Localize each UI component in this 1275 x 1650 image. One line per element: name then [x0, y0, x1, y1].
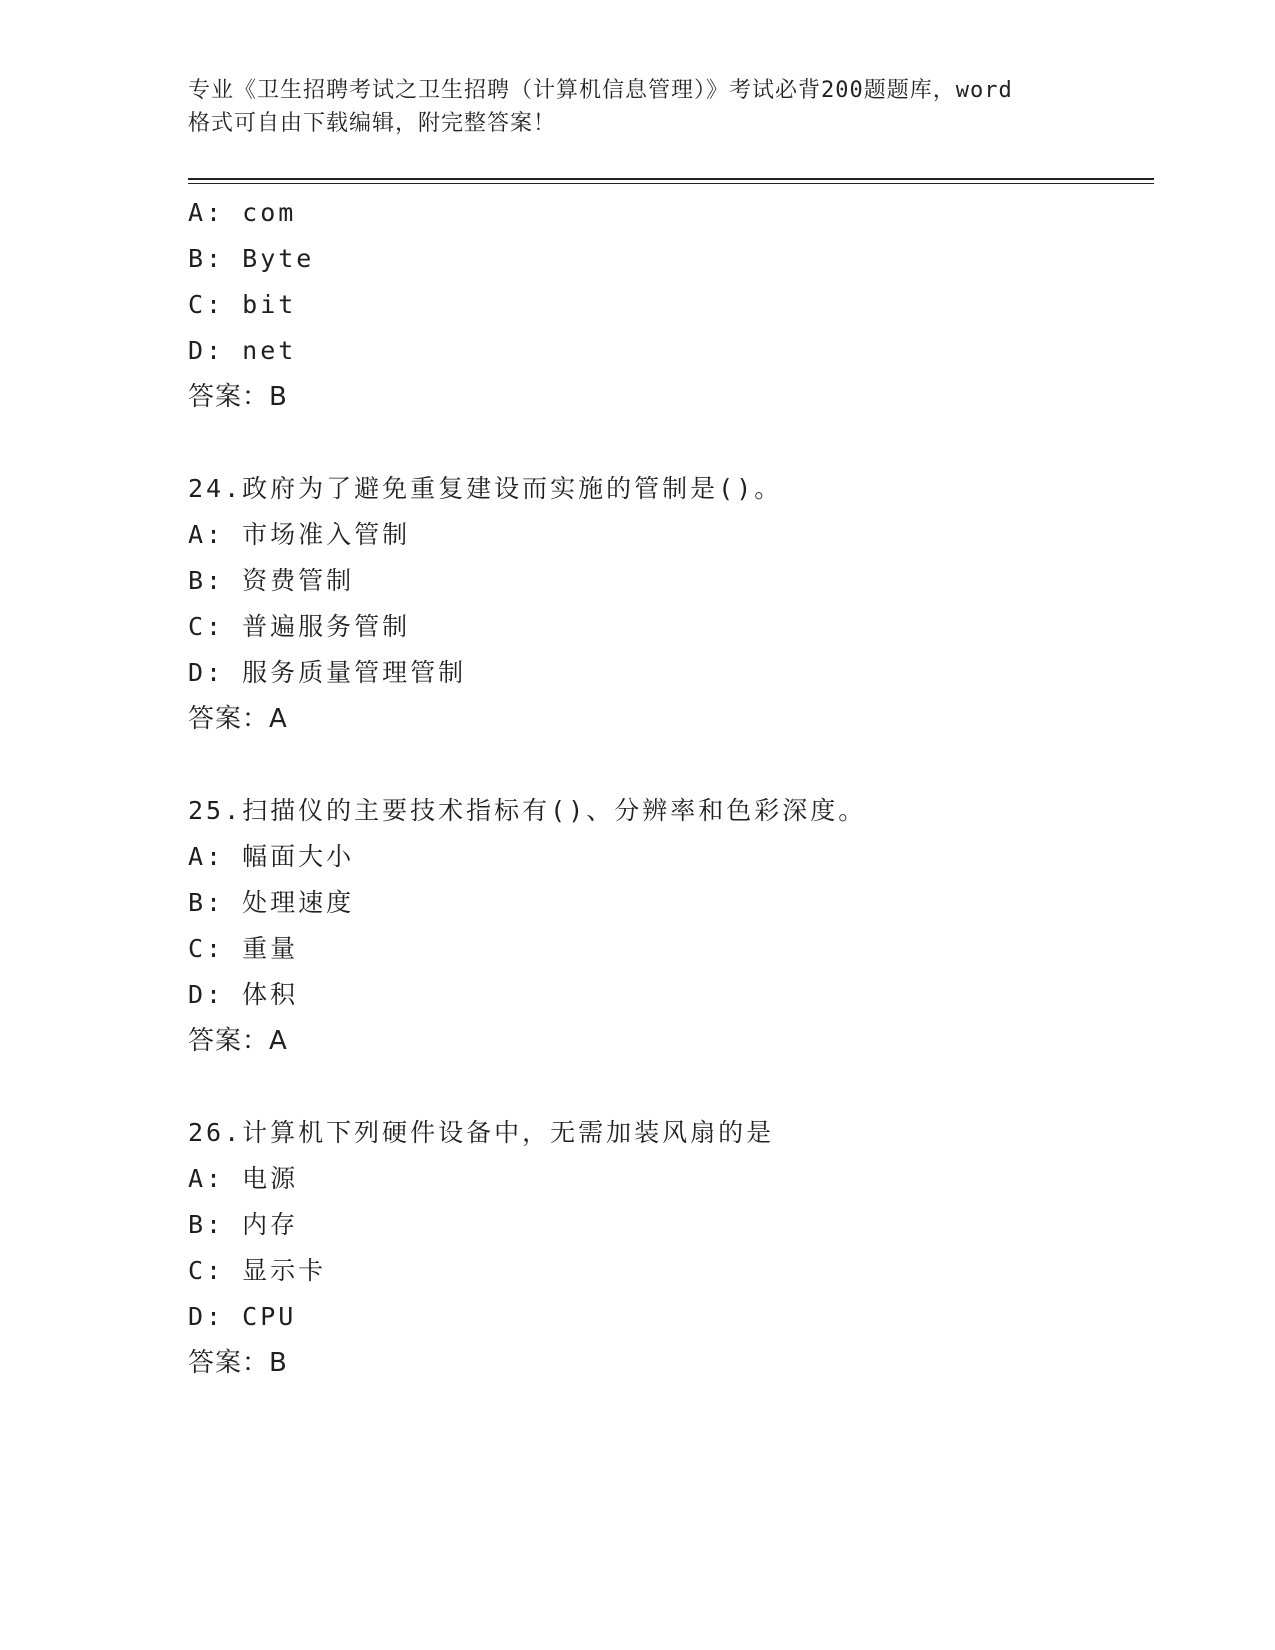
answer-line: 答案：B [188, 382, 288, 412]
option-d: D: 体积 [188, 980, 299, 1009]
option-a: A: 幅面大小 [188, 842, 355, 871]
option-c: C: 重量 [188, 934, 299, 963]
question-block-24 [188, 466, 1148, 742]
question-block-26 [188, 1110, 1148, 1386]
option-a: A: com [188, 198, 297, 227]
answer-line: 答案：A [188, 1026, 288, 1056]
option-b: B: 内存 [188, 1210, 299, 1239]
header-line-2: 格式可自由下载编辑，附完整答案！ [188, 111, 557, 136]
answer-line: 答案：A [188, 704, 288, 734]
option-b: B: 资费管制 [188, 566, 355, 595]
option-a: A: 电源 [188, 1164, 299, 1193]
option-d: D: CPU [188, 1302, 297, 1331]
question-block-25 [188, 788, 1148, 1064]
header-divider-thin [188, 183, 1154, 184]
question-block-continued [188, 190, 1148, 420]
document-header [188, 74, 1088, 140]
option-c: C: 显示卡 [188, 1256, 327, 1285]
option-b: B: 处理速度 [188, 888, 355, 917]
spacer [188, 420, 1148, 466]
question-list [188, 190, 1148, 1386]
option-c: C: 普遍服务管制 [188, 612, 411, 641]
question-text: 24.政府为了避免重复建设而实施的管制是()。 [188, 474, 783, 503]
spacer [188, 742, 1148, 788]
option-b: B: Byte [188, 244, 315, 273]
question-text: 26.计算机下列硬件设备中，无需加装风扇的是 [188, 1118, 775, 1147]
option-c: C: bit [188, 290, 297, 319]
question-text: 25.扫描仪的主要技术指标有()、分辨率和色彩深度。 [188, 796, 867, 825]
spacer [188, 1064, 1148, 1110]
header-divider-thick [188, 178, 1154, 180]
option-d: D: 服务质量管理管制 [188, 658, 467, 687]
answer-line: 答案：B [188, 1348, 288, 1378]
option-a: A: 市场准入管制 [188, 520, 411, 549]
header-line-1: 专业《卫生招聘考试之卫生招聘（计算机信息管理）》考试必背200题题库，word [188, 78, 1013, 103]
option-d: D: net [188, 336, 297, 365]
